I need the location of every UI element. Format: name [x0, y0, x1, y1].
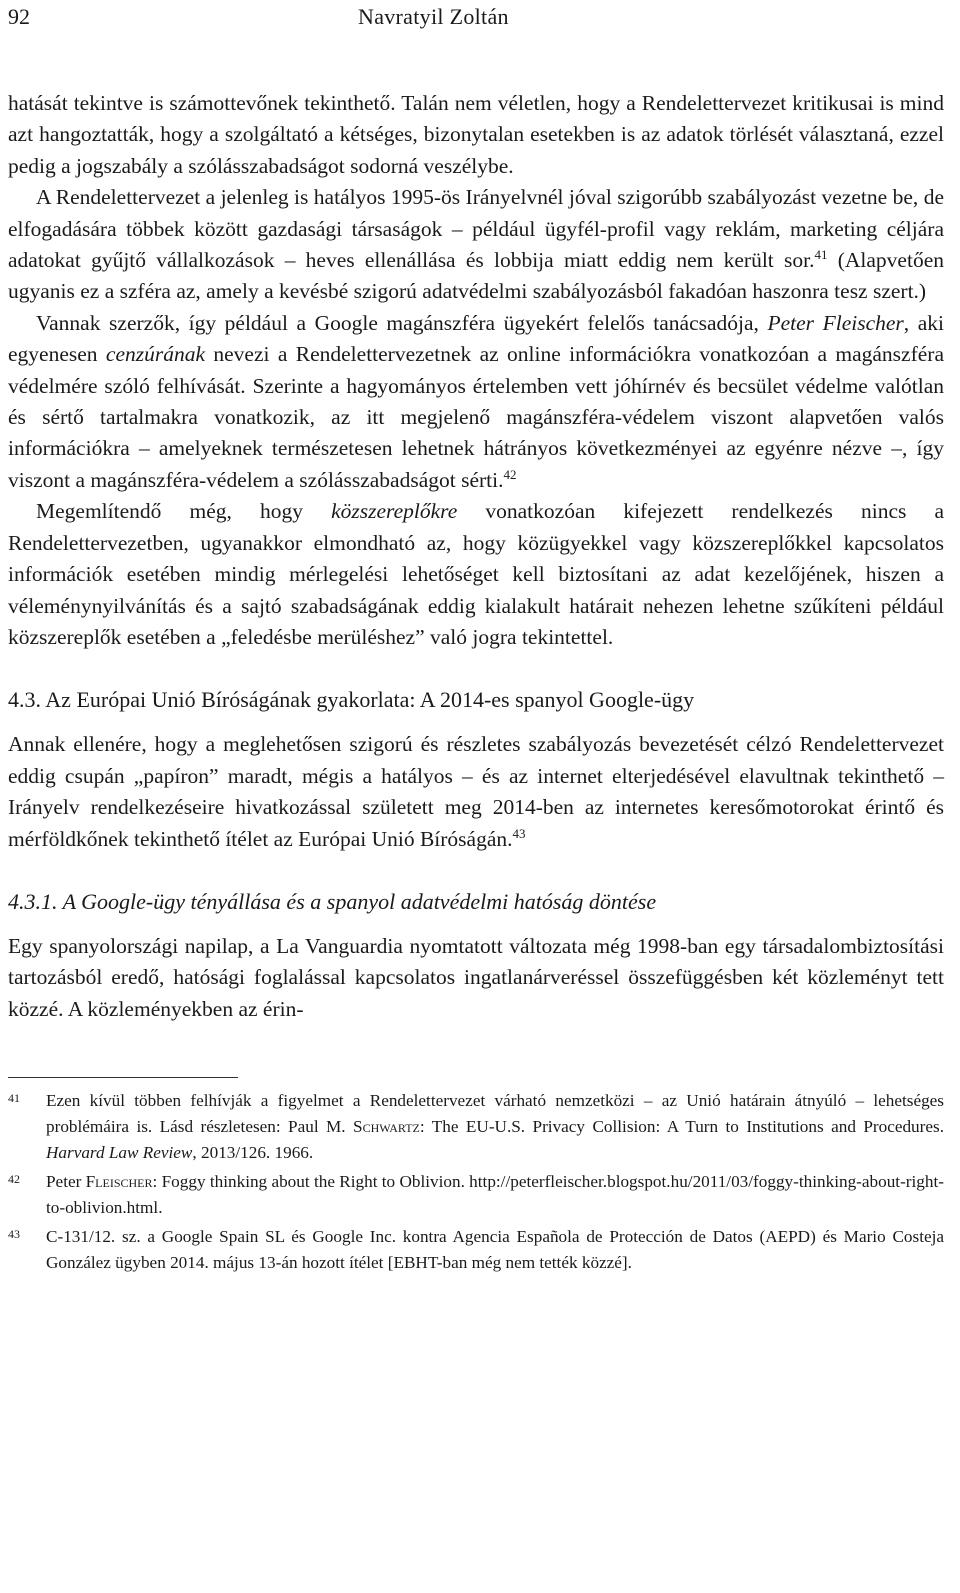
- page-number: 92: [8, 4, 30, 29]
- book-page: [8, 0, 944, 1279]
- footnote-ref-43[interactable]: 43: [512, 825, 526, 841]
- footnote-text: Peter Fleischer: Foggy thinking about the Right to Oblivion. http://peterfleischer.blogspot.hu/2011/03/foggy-thinking-about-right-to-oblivion.html.: [46, 1172, 944, 1218]
- footnote-number: 42: [8, 1172, 20, 1187]
- footnote-ref-41[interactable]: 41: [814, 246, 828, 262]
- running-author: Navratyil Zoltán: [358, 4, 509, 29]
- paragraph-6: Egy spanyolországi napilap, a La Vanguardia nyomtatott változata még 1998-ban egy társadalombiztosítási tartozásból eredő, hatósági foglalással kapcsolatos ingatlanárveréssel összefüggésben két közleményt tett közzé. A közleményekben az érin-: [8, 933, 944, 1021]
- section-heading: 4.3. Az Európai Unió Bíróságának gyakorlata: A 2014-es spanyol Google-ügy: [8, 687, 695, 713]
- footnote-text: C-131/12. sz. a Google Spain SL és Google Inc. kontra Agencia Española de Protección de Datos (AEPD) és Mario Costeja González ügyben 2014. május 13-án hozott ítélet [EBHT-ban még nem tették közzé].: [46, 1227, 944, 1273]
- footnote-number: 43: [8, 1227, 20, 1242]
- footnote-text: Ezen kívül többen felhívják a figyelmet a Rendelettervezet várható nemzetközi – az Unió határain átnyúló – lehetséges problémáira is. Lásd részletesen: Paul M. Schwartz: The EU-U.S. Privacy Collision: A Turn to Institutions and Procedures. Harvard Law Review, 2013/126. 1966.: [46, 1091, 944, 1163]
- paragraph-2: A Rendelettervezet a jelenleg is hatályos 1995-ös Irányelvnél jóval szigorúbb szabályozást vezetne be, de elfogadására többek között gazdasági társaságok – például ügyfél-profil vagy reklám, marketing céljára adatokat gyűjtő vállalkozások – heves ellenállása és lobbija miatt eddig nem került sor.$^{41}$ (Alapvetően ugyanis ez a szféra az, amely a kevésbé szigorú adatvédelmi szabályozásból fakadóan haszonra tesz szert.): [8, 185, 944, 304]
- subsection-heading: 4.3.1. A Google-ügy tényállása és a spanyol adatvédelmi hatóság döntése: [8, 888, 657, 914]
- paragraph-1: hatását tekintve is számottevőnek tekinthető. Talán nem véletlen, hogy a Rendelettervezet kritikusai is mind azt hangoztatták, hogy a szolgáltató a kétséges, bizonytalan esetekben is az adatok törlését választaná, ezzel pedig a jogszabály a szólásszabadságot sodorná veszélybe.: [8, 91, 944, 178]
- paragraph-5: Annak ellenére, hogy a meglehetősen szigorú és részletes szabályozás bevezetését célzó Rendelettervezet eddig csupán „papíron” maradt, mégis a hatályos – és az internet elterjedésével elavultnak tekinthető – Irányelv rendelkezéseire hivatkozással született meg 2014-ben az internetes keresőmotorokat érintő és mérföldkőnek tekinthető ítélet az Európai Unió Bíróságán.$^{43}$: [8, 732, 944, 851]
- footnote-42: [8, 1169, 944, 1221]
- footnotes: [8, 1088, 944, 1276]
- body-text: [8, 88, 944, 1025]
- paragraph-4: Megemlítendő még, hogy közszereplőkre vonatkozóan kifejezett rendelkezés nincs a Rendelettervezetben, ugyanakkor elmondható az, hogy közügyekkel vagy közszereplőkkel kapcsolatos információk esetében mindig mérlegelési lehetőséget kell biztosítani az adat kezelőjének, hiszen a véleménynyilvánítás és a sajtó szabadságának eddig kialakult határait nehezen lehetne szűkíteni például közszereplők esetében a „feledésbe merüléshez” való jogra tekintettel.: [8, 499, 945, 649]
- footnote-ref-42[interactable]: 42: [503, 466, 517, 482]
- footnote-link-text[interactable]: : Foggy thinking about the Right to Oblivion. http://peterfleischer.blogspot.hu/2011/03/foggy-thinking-about-right-to-oblivion.html.: [46, 1172, 944, 1218]
- footnote-divider: [8, 1077, 238, 1078]
- paragraph-3: Vannak szerzők, így például a Google magánszféra ügyekért felelős tanácsadója, Peter Fleischer, aki egyenesen cenzúrának nevezi a Rendelettervezetnek az online információkra vonatkozóan a magánszféra védelmére szóló felhívását. Szerinte a hagyományos értelemben vett jóhírnév és becsület védelme valótlan és sértő tartalmakra vonatkozik, az itt megjelenő magánszféra-védelem viszont alapvetően valós információkra – amelyeknek természetesen lehetnek hátrányos következményei az egyénre nézve –, így viszont a magánszféra-védelem a szólásszabadságot sérti.$^{42}$: [8, 310, 945, 492]
- footnote-41: [8, 1088, 944, 1166]
- running-head: [8, 0, 944, 40]
- footnote-number: 41: [8, 1091, 20, 1106]
- footnote-43: [8, 1224, 944, 1276]
